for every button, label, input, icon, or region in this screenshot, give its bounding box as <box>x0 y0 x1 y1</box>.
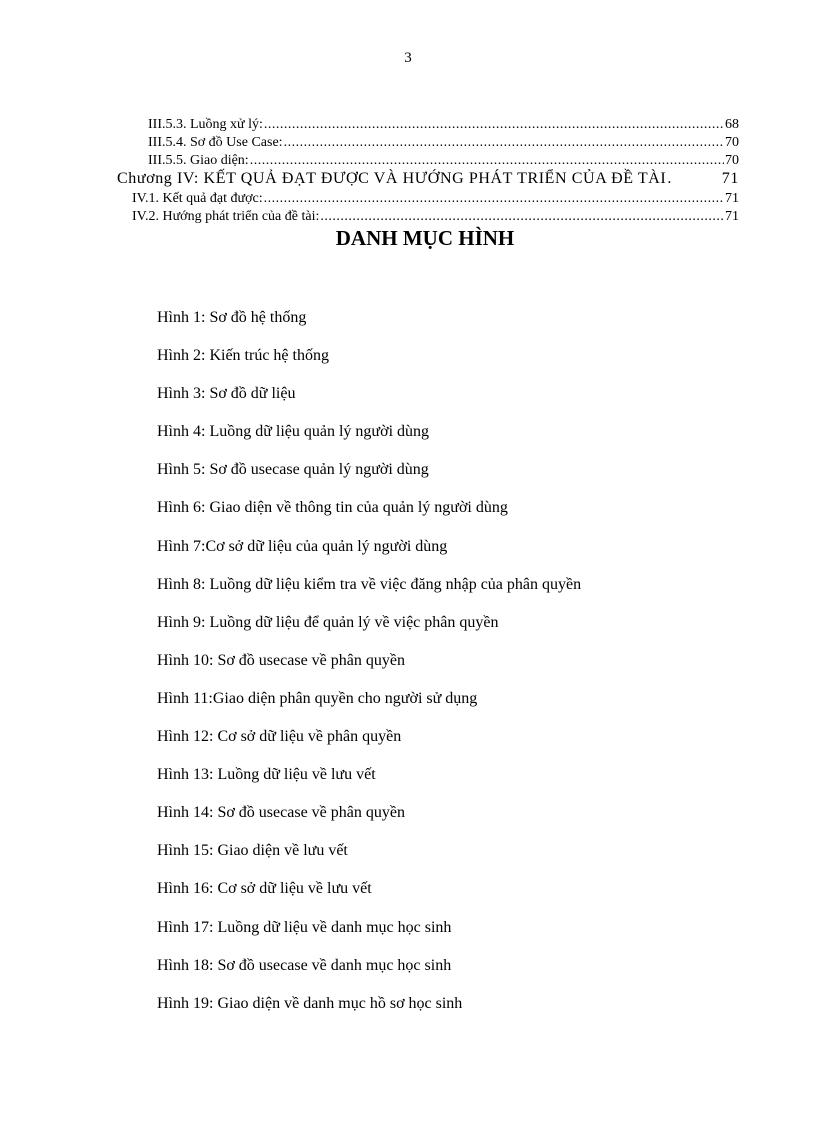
figure-list <box>157 308 581 1032</box>
figure-list-item[interactable]: Hình 19: Giao diện về danh mục hồ sơ học sinh <box>157 994 463 1012</box>
toc-entry-label: III.5.4. Sơ đồ Use Case: <box>148 135 283 150</box>
section-title: DANH MỤC HÌNH <box>335 226 515 250</box>
toc-entry-page: 70 <box>725 135 739 150</box>
figure-list-item[interactable]: Hình 13: Luồng dữ liệu về lưu vết <box>157 766 376 784</box>
figure-list-item[interactable]: Hình 14: Sơ đồ usecase về phân quyền <box>157 804 405 822</box>
figure-list-item[interactable]: Hình 6: Giao diện về thông tin của quản lý người dùng <box>157 499 508 517</box>
toc-chapter-entry[interactable] <box>117 170 739 188</box>
toc-entry-page: 71 <box>725 209 739 224</box>
figure-list-item[interactable]: Hình 9: Luồng dữ liệu để quản lý về việc phân quyền <box>157 613 499 631</box>
toc-entry-label: IV.1. Kết quả đạt được: <box>132 191 263 206</box>
figure-list-item[interactable]: Hình 11:Giao diện phân quyền cho người sử dụng <box>157 689 478 707</box>
toc-entry-label: III.5.3. Luồng xử lý: <box>148 117 263 132</box>
toc-entry[interactable] <box>148 134 739 152</box>
toc-entry-label: III.5.5. Giao diện: <box>148 153 249 168</box>
figure-list-item[interactable]: Hình 18: Sơ đồ usecase về danh mục học sinh <box>157 956 452 974</box>
figure-list-item[interactable]: Hình 12: Cơ sở dữ liệu về phân quyền <box>157 728 402 746</box>
figure-list-item[interactable]: Hình 10: Sơ đồ usecase về phân quyền <box>157 651 405 669</box>
figure-list-item[interactable]: Hình 4: Luồng dữ liệu quản lý người dùng <box>157 423 430 441</box>
toc-entry[interactable] <box>148 152 739 170</box>
figure-list-item[interactable]: Hình 2: Kiến trúc hệ thống <box>157 347 329 365</box>
toc-leader-dots <box>264 116 724 134</box>
figure-list-item[interactable]: Hình 5: Sơ đồ usecase quản lý người dùng <box>157 461 429 479</box>
figure-list-item[interactable]: Hình 16: Cơ sở dữ liệu về lưu vết <box>157 880 372 898</box>
toc-leader-dots <box>264 190 724 208</box>
toc-entry[interactable] <box>132 208 739 226</box>
figure-list-item[interactable]: Hình 15: Giao diện về lưu vết <box>157 842 348 860</box>
toc-entry-page: 70 <box>725 153 739 168</box>
toc-entry-page: 68 <box>725 117 739 132</box>
toc-leader-dots <box>667 170 720 188</box>
toc-entry-label: Chương IV: KẾT QUẢ ĐẠT ĐƯỢC VÀ HƯỚNG PHÁT TRIỂN CỦA ĐỀ TÀI <box>117 170 667 187</box>
figure-list-item[interactable]: Hình 17: Luồng dữ liệu về danh mục học sinh <box>157 918 452 936</box>
figure-list-item[interactable]: Hình 7:Cơ sở dữ liệu của quản lý người dùng <box>157 537 448 555</box>
figure-list-item[interactable]: Hình 1: Sơ đồ hệ thống <box>157 309 307 326</box>
toc-leader-dots <box>284 134 724 152</box>
toc-entry-page: 71 <box>725 191 739 206</box>
toc-entry-page: 71 <box>721 170 739 187</box>
page-number: 3 <box>404 50 412 66</box>
toc-leader-dots <box>250 152 724 170</box>
figure-list-item[interactable]: Hình 8: Luồng dữ liệu kiểm tra về việc đăng nhập của phân quyền <box>157 575 582 593</box>
toc-leader-dots <box>320 208 724 226</box>
toc-entry[interactable] <box>148 116 739 134</box>
toc-entry[interactable] <box>132 190 739 208</box>
toc-entry-label: IV.2. Hướng phát triển của đề tài: <box>132 209 320 224</box>
figure-list-item[interactable]: Hình 3: Sơ đồ dữ liệu <box>157 385 296 403</box>
